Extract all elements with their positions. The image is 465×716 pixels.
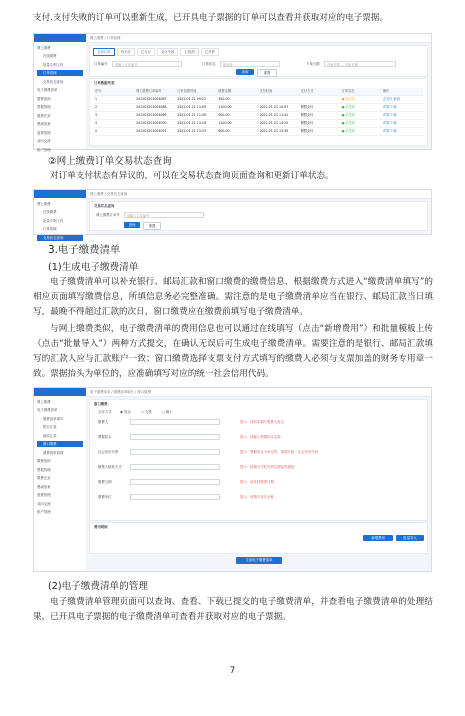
- form-field-label: 缴费人联系方式: [98, 465, 122, 469]
- sidebar-item[interactable]: 票据管理: [37, 105, 51, 109]
- table-cell[interactable]: 去支付 取消: [382, 97, 400, 101]
- status-query-card: [89, 201, 428, 231]
- table-cell: [259, 96, 300, 103]
- order-table-title: 订单数据列表: [94, 81, 115, 85]
- order-table: [94, 88, 423, 136]
- table-cell: 202201201009091: [136, 129, 167, 133]
- sidebar-item[interactable]: 订单管理: [37, 70, 83, 76]
- table-row: [94, 96, 423, 104]
- screenshot-window-payment-form: [33, 387, 432, 572]
- table-cell: ● 待支付: [341, 97, 356, 101]
- tab-2[interactable]: 已支付: [137, 48, 155, 56]
- pay-type-label: 支付方式: [98, 410, 112, 414]
- table-cell: ● 已支付: [341, 105, 356, 109]
- order-date-range[interactable]: 开始日期 — 结束日期: [324, 61, 396, 67]
- order-no-label: 订单编号: [94, 62, 108, 66]
- table-cell: 2022-01-21 09:21: [177, 97, 206, 101]
- order-no-input[interactable]: 请输入订单编号: [112, 61, 182, 67]
- form-field-tip: 提示：请选择缴费日期: [240, 480, 274, 484]
- form-field-tip: 提示：请输入票据抬头名称: [240, 435, 281, 439]
- sidebar-item[interactable]: 网上缴费: [37, 201, 51, 206]
- table-cell[interactable]: 详情 下载: [382, 129, 397, 133]
- pay-type-option[interactable]: ◉ 现金: [120, 410, 131, 414]
- fee-detail-title: 费用明细: [94, 525, 108, 529]
- sidebar-item[interactable]: 交易状态查询: [37, 235, 83, 241]
- table-cell: 1200.00: [218, 121, 232, 125]
- table-cell: 2022-01-21 10:07: [259, 105, 289, 109]
- form-field-input[interactable]: [130, 494, 220, 500]
- order-table-card: [89, 78, 428, 146]
- order-status-select[interactable]: 请选择: [220, 61, 280, 67]
- main-panel: [86, 34, 431, 149]
- table-header-cell: 订单创建时间: [177, 89, 197, 93]
- sidebar-item[interactable]: 账户管理: [37, 147, 51, 152]
- sidebar-item[interactable]: 缴费查询: [37, 459, 51, 463]
- sidebar-item[interactable]: 费减备案: [37, 484, 51, 489]
- sidebar-item[interactable]: 网上缴费: [37, 45, 51, 50]
- form-field-input[interactable]: [130, 464, 220, 470]
- paragraph-order-management: 支付.支付失败的订单可以重新生成，已开具电子票据的订单可以查看并获取对应的电子票据。: [33, 13, 389, 23]
- sidebar-item[interactable]: 缴费查询: [37, 96, 51, 101]
- table-cell: 202201201009087: [136, 97, 167, 101]
- table-cell: 2: [95, 105, 98, 109]
- sidebar: [34, 34, 87, 152]
- table-cell: 2022-01-21 15:33: [177, 129, 206, 133]
- heading-e-payment-list: 3.电子缴费清单: [48, 244, 121, 256]
- table-cell: 202201201009090: [136, 121, 167, 125]
- pay-type-option[interactable]: ○ 支票: [140, 410, 152, 414]
- sidebar-item[interactable]: 双向交流: [37, 139, 51, 143]
- batch-import-button[interactable]: 批量导入: [396, 535, 424, 541]
- paragraph-generate-list: 电子缴费清单可以补充银行、邮局汇款和窗口缴费的缴费信息，根据缴费方式进入“缴费清单填写”的相应页面填写缴费信息，所填信息务必完整准确。需注意的是电子缴费清单应当在银行、邮局汇款当日填写，最晚不得超过汇款的次日，窗口缴费应在缴费前填写电子缴费清单。: [33, 277, 434, 317]
- add-fee-button[interactable]: 新增费用: [363, 535, 393, 541]
- table-cell: 网银支付: [300, 105, 314, 109]
- table-cell: 202201201009088: [136, 105, 167, 109]
- sidebar-item[interactable]: 在线缴费: [43, 54, 57, 58]
- table-cell: 2022-01-21 10:05: [177, 105, 206, 109]
- sidebar-item[interactable]: 批量专利上传: [43, 218, 64, 223]
- sidebar-brand: [34, 190, 86, 198]
- table-cell: ● 已支付: [341, 121, 356, 125]
- table-cell: 1: [95, 97, 98, 101]
- form-field-label: 缴费日期: [98, 480, 112, 484]
- fee-detail-card: [89, 522, 428, 554]
- table-cell: 2022-01-21 14:18: [177, 121, 206, 125]
- table-cell[interactable]: 详情 下载: [382, 121, 397, 125]
- table-cell: 202201201009089: [136, 113, 167, 117]
- table-row: [94, 128, 423, 136]
- table-row: [94, 104, 423, 112]
- table-cell: ● 已支付: [341, 113, 356, 117]
- table-cell[interactable]: 详情 下载: [382, 113, 397, 117]
- table-cell: 2100.00: [218, 105, 232, 109]
- table-cell: 600.00: [218, 129, 230, 133]
- sidebar-item[interactable]: 网上缴费: [37, 399, 51, 404]
- table-header-cell: 操作: [382, 89, 390, 93]
- screenshot-order-management: [33, 33, 432, 150]
- order-status-label: 订单状态: [202, 62, 216, 66]
- sidebar-item[interactable]: 账户管理: [37, 510, 51, 514]
- table-cell: 2022-01-21 11:40: [177, 113, 206, 117]
- breadcrumb: 网上缴费 / 订单管理: [86, 34, 431, 43]
- payment-form-card: [89, 399, 428, 521]
- heading-list-management: (2)电子缴费清单的管理: [48, 581, 148, 592]
- table-cell: 网银支付: [300, 129, 314, 133]
- sidebar-item[interactable]: 票据管理: [37, 467, 51, 472]
- form-field-label: 社会信用代码: [98, 450, 119, 454]
- main-panel: [86, 388, 431, 571]
- breadcrumb: 电子缴费清单 / 缴费清单填写 / 窗口缴费: [86, 388, 431, 397]
- sidebar-item[interactable]: 缴费记录: [37, 476, 51, 480]
- table-header-cell: 缴费金额: [218, 89, 232, 93]
- table-cell: 5: [95, 129, 98, 133]
- paragraph-order-status-query: 对订单支付状态有异议的，可以在交易状态查询页面查询和更新订单状态。: [50, 171, 334, 181]
- order-number-input[interactable]: 请输入订单编号: [124, 212, 204, 218]
- paragraph-submit-methods: 与网上缴费类似，电子缴费清单的费用信息也可以通过在线填写（点击“新增费用”）和批量模板上传（点击“批量导入”）两种方式提交，在确认无误后可生成电子缴费清单。需要注意的是银行、邮局汇款填写的汇款人应与汇款账户一致；窗口缴费选择支票支付方式填写的缴费人必须与支票加盖的财务专用章一致。票据抬头为单位的，应准确填写对应的统一社会信用代码。: [33, 324, 433, 379]
- page-number: 7: [229, 666, 236, 676]
- form-field-tip: 提示：票据抬头为单位的，请填写统一社会信用代码: [240, 450, 318, 454]
- sidebar-item[interactable]: 双向交流: [37, 501, 51, 506]
- sidebar-item[interactable]: 窗口缴费: [37, 441, 83, 447]
- table-cell: ● 已支付: [341, 129, 356, 133]
- tab-1[interactable]: 待支付: [117, 48, 135, 56]
- reset-button[interactable]: 重置: [143, 222, 161, 230]
- form-field-input[interactable]: [130, 419, 220, 425]
- sidebar-item[interactable]: 缴费记录: [37, 113, 51, 118]
- screenshot-transaction-status-query: [33, 189, 432, 240]
- heading-order-status-query: ②网上缴费订单交易状态查询: [48, 156, 172, 167]
- sidebar: [34, 388, 87, 571]
- sidebar-item[interactable]: 电子缴费清单: [37, 88, 58, 92]
- sidebar-item[interactable]: 邮局汇款: [43, 433, 57, 438]
- paragraph-list-management: 电子缴费清单管理页面可以查询、查看、下载已提交的电子缴费清单，并查看电子缴费清单的处理结果，已开具电子票据的电子缴费清单可查看并获取对应的电子票据。: [33, 597, 433, 622]
- table-cell: 2022-01-21 15:36: [259, 129, 289, 133]
- sidebar-item[interactable]: 缴费清单填写: [43, 416, 64, 421]
- query-button[interactable]: 查询: [124, 222, 140, 228]
- table-cell: 2022-01-21 14:20: [259, 121, 289, 125]
- section-title: 交易状态查询: [94, 204, 115, 208]
- table-row: [94, 112, 423, 120]
- sidebar-brand: [34, 34, 86, 42]
- reset-button[interactable]: 重置: [257, 69, 277, 77]
- table-cell[interactable]: 详情 下载: [382, 105, 397, 109]
- form-field-label: 票据抬头: [98, 435, 112, 439]
- main-panel: [86, 190, 431, 234]
- tab-0[interactable]: 全部订单: [93, 48, 115, 56]
- order-date-label: 下单日期: [306, 62, 320, 66]
- sidebar-item[interactable]: 批量专利上传: [43, 62, 64, 67]
- generate-list-button[interactable]: 生成电子缴费清单: [236, 557, 282, 564]
- section-title: 窗口缴费: [94, 402, 108, 406]
- form-field-input[interactable]: [130, 434, 220, 440]
- form-field-tip: 提示：请如实填写缴费人姓名: [240, 420, 285, 424]
- order-number-label: 网上缴费订单号: [96, 213, 120, 217]
- table-header-row: [94, 88, 423, 96]
- table-cell: 3: [95, 113, 98, 117]
- form-field-input[interactable]: [130, 449, 220, 455]
- tab-3[interactable]: 支付失败: [157, 48, 179, 56]
- table-header-cell: 网上缴费订单编号: [136, 89, 162, 93]
- sidebar-item[interactable]: 在线缴费: [43, 210, 57, 214]
- table-header-cell: 支付时间: [259, 89, 273, 93]
- heading-generate-list: (1)生成电子缴费清单: [48, 262, 139, 273]
- table-cell: 网银支付: [300, 113, 314, 117]
- form-field-tip: 提示：请填写单位全称: [240, 495, 274, 499]
- breadcrumb: 网上缴费 / 交易状态查询: [86, 190, 431, 199]
- form-field-label: 缴费人: [98, 420, 109, 424]
- table-cell: [300, 96, 341, 103]
- sidebar-item[interactable]: 电子缴费清单: [37, 408, 58, 412]
- sidebar: [34, 190, 87, 240]
- tab-4[interactable]: 已取消: [180, 48, 198, 56]
- sidebar-item[interactable]: 订单管理: [43, 227, 57, 231]
- tab-5[interactable]: 已开票: [201, 48, 219, 56]
- table-cell: 900.00: [218, 113, 230, 117]
- sidebar-item[interactable]: 缴费清单管理: [43, 450, 64, 455]
- query-button[interactable]: 查询: [236, 69, 254, 75]
- table-cell: 网银支付: [300, 121, 314, 125]
- sidebar-brand: [34, 388, 86, 396]
- table-cell: 950.00: [218, 97, 230, 101]
- table-header-cell: 序号: [95, 89, 102, 93]
- sidebar-item[interactable]: 退费管理: [37, 493, 51, 497]
- sidebar-item[interactable]: 银行汇款: [43, 425, 57, 429]
- table-header-cell: 支付方式: [300, 89, 314, 93]
- table-header-cell: 订单状态: [341, 89, 355, 93]
- form-field-tip: 提示：请填写手机号码以便接收通知: [240, 465, 295, 469]
- form-field-input[interactable]: [130, 479, 220, 485]
- table-row: [94, 120, 423, 128]
- sidebar-item[interactable]: 交易状态查询: [43, 79, 64, 84]
- sidebar-item[interactable]: 费减备案: [37, 122, 51, 126]
- filter-card: [89, 45, 428, 77]
- sidebar-item[interactable]: 退费管理: [37, 130, 51, 135]
- table-cell: 4: [95, 121, 98, 125]
- table-cell: 2022-01-21 11:42: [259, 113, 289, 117]
- pay-type-option[interactable]: ○ 刷卡: [161, 410, 173, 414]
- form-field-label: 缴费单位: [98, 495, 112, 499]
